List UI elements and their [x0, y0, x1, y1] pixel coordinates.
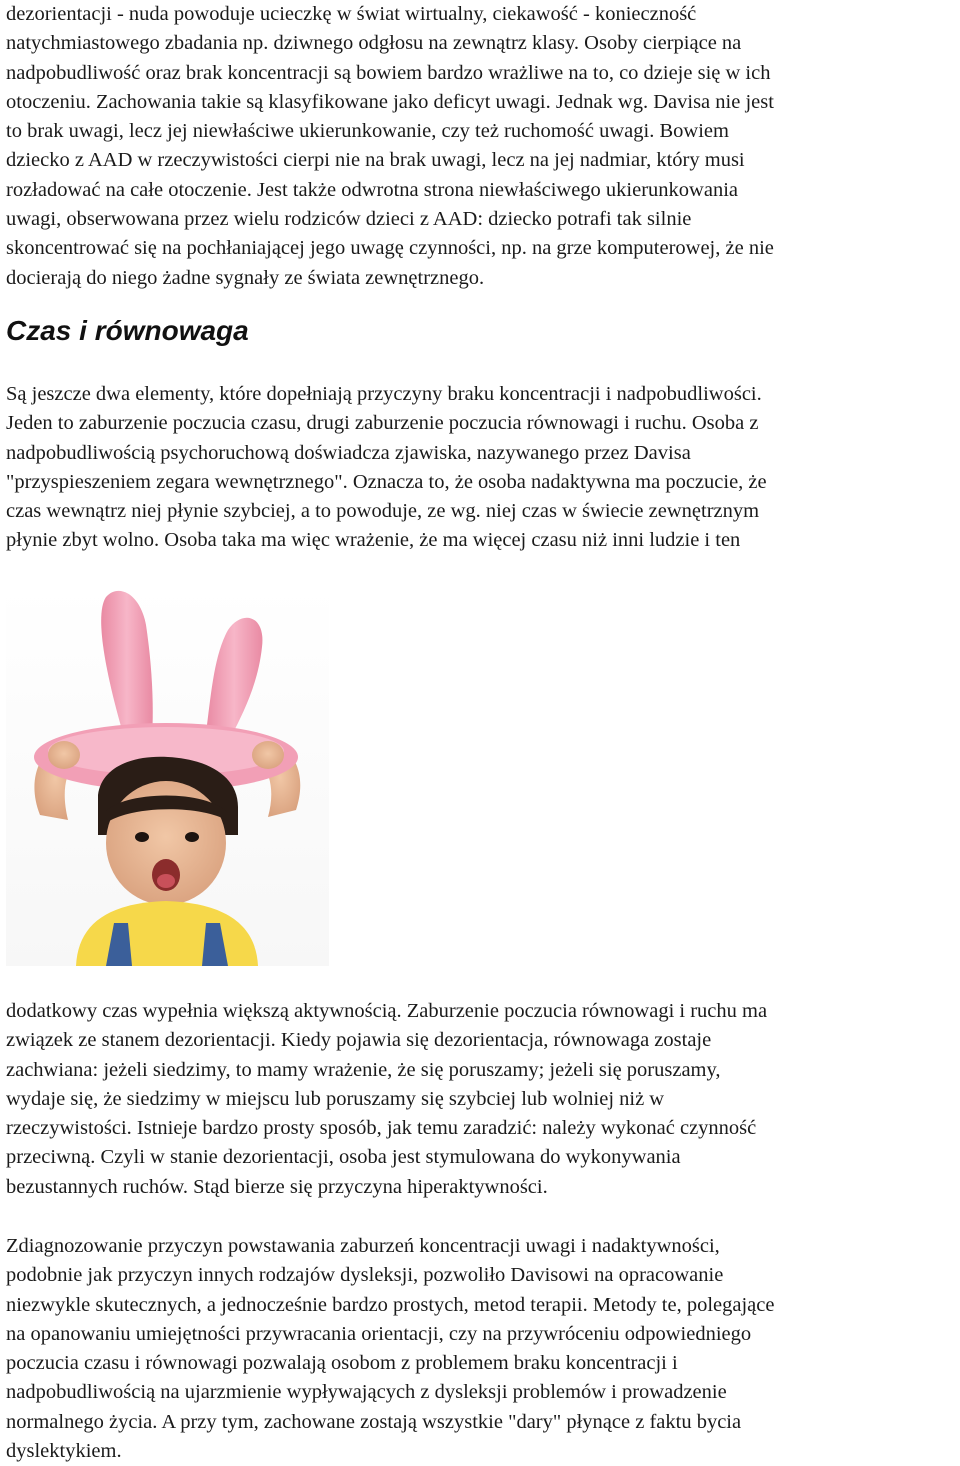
text-line: niezwykle skutecznych, a jednocześnie bardzo prostych, metod terapii. Metody te, polegające — [6, 1293, 775, 1316]
text-line: docierają do niego żadne sygnały ze świata zewnętrznego. — [6, 266, 485, 289]
text-line: rozładować na całe otoczenie. Jest także odwrotna strona niewłaściwego ukierunkowania — [6, 178, 739, 201]
text-line: dyslektykiem. — [6, 1440, 122, 1463]
text-line: Są jeszcze dwa elementy, które dopełniają przyczyny braku koncentracji i nadpobudliwości. — [6, 383, 762, 405]
text-line: dezorientacji - nuda powoduje ucieczkę w świat wirtualny, ciekawość - konieczność — [6, 3, 697, 25]
photo-illustration — [6, 585, 329, 966]
text-line: na opanowaniu umiejętności przywracania orientacji, czy na przywróceniu odpowiedniego — [6, 1322, 752, 1345]
text-line: poczucia czasu i równowagi pozwalają osobom z problemem braku koncentracji i — [6, 1352, 678, 1375]
text-line: bezustannych ruchów. Stąd bierze się przyczyna hiperaktywności. — [6, 1175, 548, 1198]
text-line: płynie zbyt wolno. Osoba taka ma więc wrażenie, że ma więcej czasu niż inni ludzie i ten — [6, 529, 741, 552]
text-line: nadpobudliwością psychoruchową doświadcza zjawiska, nazywanego przez Davisa — [6, 441, 691, 464]
text-line: Jeden to zaburzenie poczucia czasu, drugi zaburzenie poczucia równowagi i ruchu. Osoba z — [6, 412, 759, 435]
paragraph-4 — [6, 1232, 958, 1466]
text-line: związek ze stanem dezorientacji. Kiedy pojawia się dezorientacja, równowaga zostaje — [6, 1029, 712, 1052]
text-line: otoczeniu. Zachowania takie są klasyfikowane jako deficyt uwagi. Jednak wg. Davisa nie jest — [6, 90, 774, 113]
text-line: "przyspieszeniem zegara wewnętrznego". Oznacza to, że osoba nadaktywna ma poczucie, że — [6, 470, 767, 493]
paragraph-1 — [6, 0, 958, 293]
text-line: normalnego życia. A przy tym, zachowane zostają wszystkie "dary" płynące z faktu bycia — [6, 1410, 742, 1433]
text-line: dodatkowy czas wypełnia większą aktywnością. Zaburzenie poczucia równowagi i ruchu ma — [6, 1000, 768, 1022]
text-line: rzeczywistości. Istnieje bardzo prosty sposób, jak temu zaradzić: należy wykonać czynność — [6, 1117, 757, 1140]
text-line: dziecko z AAD w rzeczywistości cierpi nie na brak uwagi, lecz na jej nadmiar, który musi — [6, 149, 745, 172]
text-line: uwagi, obserwowana przez wielu rodziców dzieci z AAD: dziecko potrafi tak silnie — [6, 208, 692, 231]
text-line: podobnie jak przyczyn innych rodzajów dysleksji, pozwoliło Davisowi na opracowanie — [6, 1264, 724, 1287]
text-line: przeciwną. Czyli w stanie dezorientacji, osoba jest stymulowana do wykonywania — [6, 1146, 681, 1169]
section-heading: Czas i równowaga — [6, 315, 249, 346]
text-line: Zdiagnozowanie przyczyn powstawania zaburzeń koncentracji uwagi i nadaktywności, — [6, 1235, 720, 1257]
paragraph-3 — [6, 997, 958, 1202]
text-line: nadpobudliwość oraz brak koncentracji są bowiem bardzo wrażliwe na to, co dzieje się w ich — [6, 61, 771, 84]
paragraph-2 — [6, 380, 958, 556]
text-line: natychmiastowego zbadania np. dziwnego odgłosu na zewnątrz klasy. Osoby cierpiące na — [6, 32, 742, 55]
text-line: czas wewnątrz niej płynie szybciej, a to powoduje, ze wg. niej czas w świecie zewnętrznym — [6, 500, 760, 523]
text-line: skoncentrować się na pochłaniającej jego uwagę czynności, np. na grze komputerowej, że nie — [6, 237, 774, 260]
text-line: nadpobudliwością na ujarzmienie wypływających z dysleksji problemów i prowadzenie — [6, 1381, 727, 1404]
text-line: zachwiana: jeżeli siedzimy, to mamy wrażenie, że się poruszamy; jeżeli się poruszamy, — [6, 1058, 721, 1081]
bunny-ears — [101, 591, 262, 737]
child-with-bunny-ears-hat-photo — [6, 585, 329, 966]
text-line: wydaje się, że siedzimy w miejscu lub poruszamy się szybciej lub wolniej niż w — [6, 1087, 665, 1110]
text-line: to brak uwagi, lecz jej niewłaściwe ukierunkowanie, czy też ruchomość uwagi. Bowiem — [6, 120, 729, 143]
